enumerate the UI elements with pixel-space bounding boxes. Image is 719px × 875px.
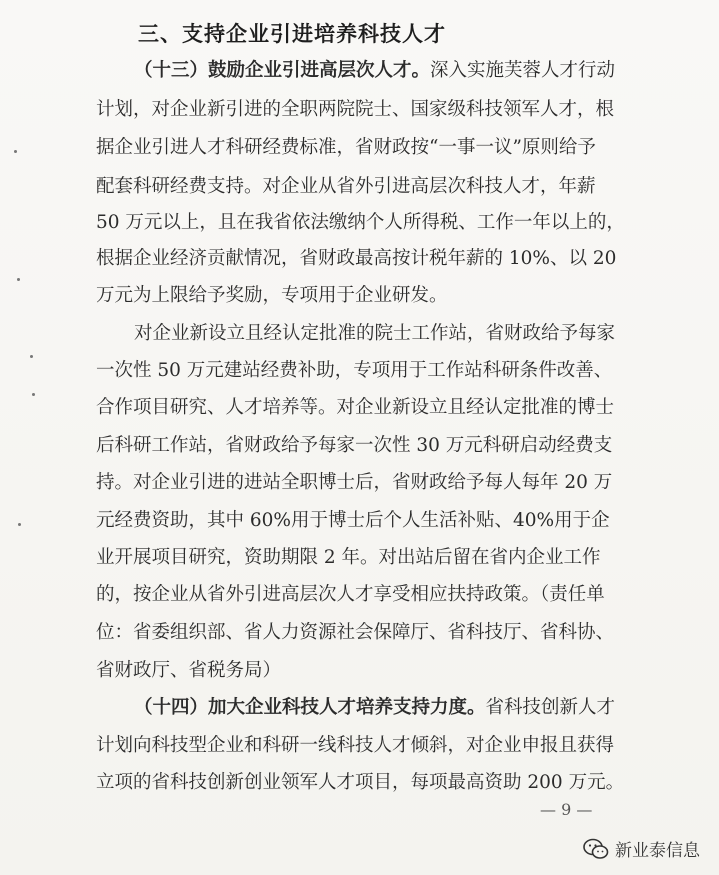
line-3: 据企业引进人才科研经费标准，省财政按“一事一议”原则给予 xyxy=(96,137,596,158)
page-number: — 9 — xyxy=(540,800,593,819)
line-6: 根据企业经济贡献情况，省财政最高按计税年薪的 10%、以 20 xyxy=(96,248,617,269)
line-19: 计划向科技型企业和科研一线科技人才倾斜，对企业申报且获得 xyxy=(96,735,615,756)
line-18 xyxy=(134,697,615,719)
line-1 xyxy=(134,60,615,82)
margin-dot xyxy=(32,393,35,396)
line-10: 合作项目研究、人才培养等。对企业新设立且经认定批准的博士 xyxy=(96,397,615,418)
line-18-rest: 省科技创新人才 xyxy=(485,697,616,718)
margin-dot xyxy=(14,150,17,153)
wechat-watermark xyxy=(583,836,700,861)
line-1-rest: 深入实施芙蓉人才行动 xyxy=(430,60,616,81)
line-2: 计划，对企业新引进的全职两院院士、国家级科技领军人才，根 xyxy=(96,99,615,120)
item-14-title: （十四）加大企业科技人才培养支持力度。 xyxy=(134,697,486,718)
watermark-text: 新业泰信息 xyxy=(615,841,700,861)
line-12: 持。对企业引进的进站全职博士后，省财政给予每人每年 20 万 xyxy=(96,472,613,493)
line-15: 的，按企业从省外引进高层次人才享受相应扶持政策。（责任单 xyxy=(96,584,605,605)
line-13: 元经费资助，其中 60%用于博士后个人生活补贴、40%用于企 xyxy=(96,510,610,531)
line-11: 后科研工作站，省财政给予每家一次性 30 万元科研启动经费支 xyxy=(96,435,613,456)
line-14: 业开展项目研究，资助期限 2 年。对出站后留在省内企业工作 xyxy=(96,547,601,568)
line-4: 配套科研经费支持。对企业从省外引进高层次科技人才，年薪 xyxy=(96,176,596,197)
line-16: 位：省委组织部、省人力资源社会保障厅、省科技厅、省科协、 xyxy=(96,622,615,643)
margin-dot xyxy=(17,278,20,281)
line-9: 一次性 50 万元建站经费补助，专项用于工作站科研条件改善、 xyxy=(96,360,613,381)
line-20: 立项的省科技创新创业领军人才项目，每项最高资助 200 万元。 xyxy=(96,772,625,793)
line-17: 省财政厅、省税务局） xyxy=(96,660,282,681)
line-5: 50 万元以上，且在我省依法缴纳个人所得税、工作一年以上的， xyxy=(96,212,625,233)
section-heading: 三、支持企业引进培养科技人才 xyxy=(138,22,446,46)
wechat-icon xyxy=(583,838,609,860)
margin-dot xyxy=(30,355,33,358)
margin-dot xyxy=(18,523,21,526)
line-8: 对企业新设立且经认定批准的院士工作站，省财政给予每家 xyxy=(134,323,616,344)
item-13-title: （十三）鼓励企业引进高层次人才。 xyxy=(134,60,431,81)
line-7: 万元为上限给予奖励，专项用于企业研发。 xyxy=(96,285,448,306)
